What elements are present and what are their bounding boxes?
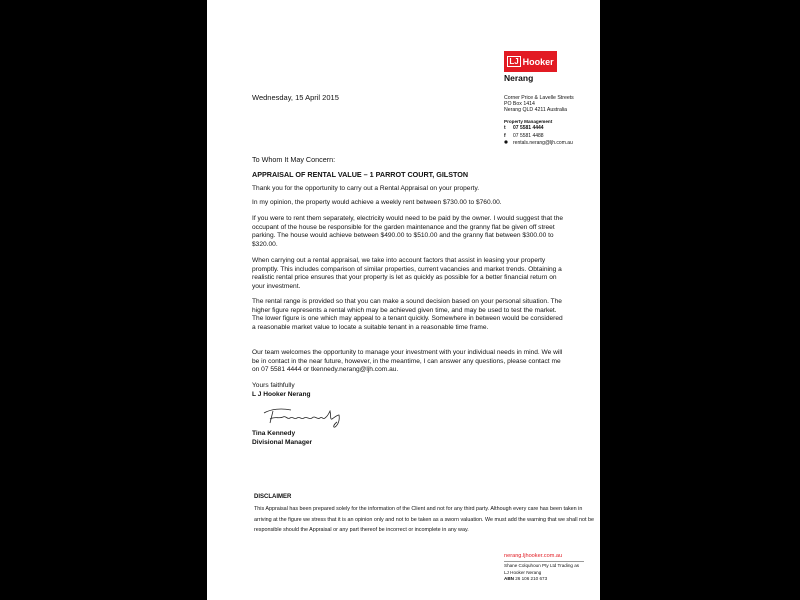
- footer-divider: [504, 561, 584, 562]
- letter-page: [207, 0, 600, 600]
- closing-company: L J Hooker Nerang: [252, 391, 311, 398]
- closing-phrase: Yours faithfully: [252, 382, 295, 389]
- address-line: PO Box 1414: [504, 101, 535, 108]
- website-link[interactable]: nerang.ljhooker.com.au: [504, 553, 563, 559]
- letter-greeting: To Whom It May Concern:: [252, 155, 336, 164]
- office-name: Nerang: [504, 73, 534, 83]
- letter-paragraph: If you were to rent them separately, electricity would need to be paid by the owner. I would suggest that the occupant of the house be responsible for the garden maintenance and the granny flat be given off street parking. The house would achieve between $490.00 to $510.00 and the granny flat between $300.00 to $320.00.: [252, 215, 564, 248]
- logo-wordmark: Hooker: [522, 56, 554, 67]
- letter-paragraph: In my opinion, the property would achieve a weekly rent between $730.00 to $760.00.: [252, 199, 502, 206]
- email-address[interactable]: rentals.nerang@ljh.com.au: [513, 140, 573, 146]
- address-line: Nerang QLD 4211 Australia: [504, 107, 568, 114]
- phone-label: t: [504, 125, 506, 131]
- disclaimer-text: This Appraisal has been prepared solely for the information of the Client and not for any third party. Although every care has been taken in arriving at the figure we stress that it is an opinion only and not to be taken as a sworn valuation. We must add the warning that we shall not be responsible should the Appraisal or any part thereof be incorrect or incomplete in any way.: [254, 506, 595, 533]
- abn-label: ABN: [504, 576, 514, 581]
- handwritten-signature: [259, 403, 354, 429]
- letter-paragraph: Our team welcomes the opportunity to manage your investment with your individual needs in mind. We will be in contact in the near future, however, in the meantime, I can answer any questions, please contact me on 07 5581 4444 or tkennedy.nerang@ljh.com.au.: [252, 349, 563, 374]
- fax-label: f: [504, 132, 506, 139]
- signer-title: Divisional Manager: [252, 439, 313, 446]
- logo-lj-mark: LJ: [509, 57, 519, 66]
- letter-paragraph: Thank you for the opportunity to carry out a Rental Appraisal on your property.: [252, 185, 480, 192]
- phone-number: 07 5581 4444: [513, 125, 544, 131]
- letter-subject: APPRAISAL OF RENTAL VALUE – 1 PARROT COURT, GILSTON: [252, 170, 469, 179]
- letter-paragraph: When carrying out a rental appraisal, we take into account factors that assist in leasing your property promptly. This includes comparison of similar properties, current vacancies and market trends. Obtaining a realistic rental price ensures that your property is let as quickly as possible for a better financial return on your investment.: [252, 257, 562, 290]
- entity-line: Shane Colquhoun Pty Ltd Trading as: [504, 563, 580, 568]
- fax-row: [504, 133, 573, 141]
- office-address: [504, 95, 574, 114]
- entity-line: LJ Hooker Nerang: [504, 569, 542, 575]
- lj-hooker-logo: [504, 51, 557, 72]
- letter-date: Wednesday, 15 April 2015: [252, 93, 339, 102]
- email-row: [504, 140, 573, 148]
- email-icon: [504, 140, 513, 148]
- property-management-heading: Property Management: [504, 119, 553, 124]
- footer-entity: [504, 563, 579, 583]
- abn-number: 26 106 210 673: [515, 576, 548, 581]
- fax-number: 07 5581 4488: [513, 132, 544, 139]
- contact-block: [504, 125, 573, 148]
- signer-name: Tina Kennedy: [252, 430, 296, 437]
- address-line: Corner Price & Lavelle Streets: [504, 95, 574, 101]
- phone-row: [504, 125, 573, 133]
- letter-paragraph: The rental range is provided so that you can make a sound decision based on your personal situation. The higher figure represents a rental which may be achieved given time, and may be used to test the market. The lower figure is one which may appeal to a tenant quickly. Somewhere in between would be considered a reasonable market value to locate a suitable tenant in a reasonable time frame.: [252, 298, 563, 331]
- abn-line: [504, 576, 579, 583]
- disclaimer-heading: DISCLAIMER: [254, 494, 292, 500]
